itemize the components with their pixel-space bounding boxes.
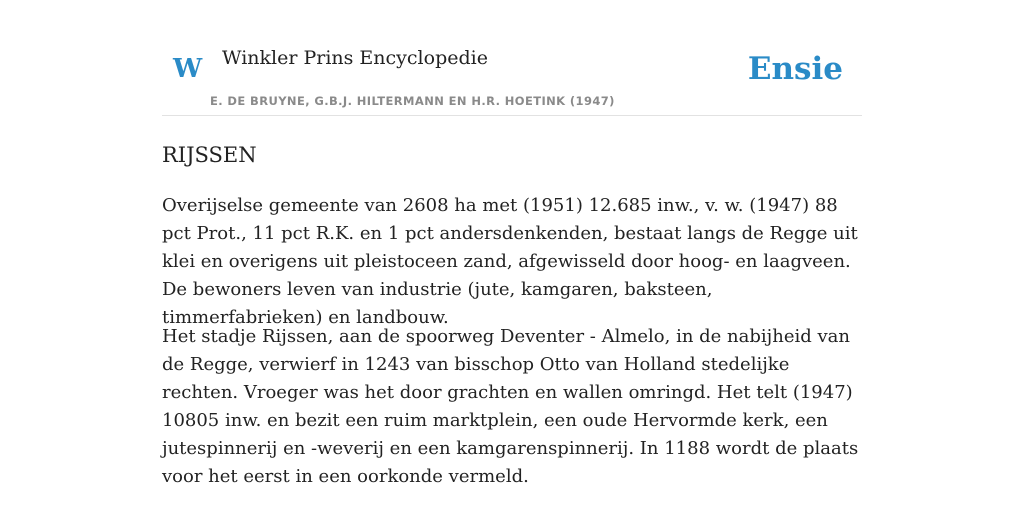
article-paragraph: Overijselse gemeente van 2608 ha met (1951) 12.685 inw., v. w. (1947) 88 pct Prot., 11 pct R.K. en 1 pct andersdenkenden, bestaat langs de Regge uit klei en overigens uit pleistoceen zand, afgewisseld door hoog- en laagveen. De bewoners leven van industrie (jute, kamgaren, baksteen, timmerfabrieken) en landbouw.	[162, 195, 858, 328]
source-authors: E. DE BRUYNE, G.B.J. HILTERMANN EN H.R. HOETINK (1947)	[210, 94, 615, 108]
source-header	[162, 0, 862, 116]
source-logo-icon[interactable]: W	[173, 54, 203, 84]
article-title: RIJSSEN	[162, 143, 257, 167]
source-title[interactable]: Winkler Prins Encyclopedie	[222, 47, 488, 69]
article-container	[162, 0, 862, 487]
ensie-logo[interactable]: Ensie	[747, 51, 843, 87]
article-paragraph: Het stadje Rijssen, aan de spoorweg Deventer - Almelo, in de nabijheid van de Regge, verwierf in 1243 van bisschop Otto van Holland stedelijke rechten. Vroeger was het door grachten en wallen omringd. Het telt (1947) 10805 inw. en bezit een ruim marktplein, een oude Hervormde kerk, een jutespinnerij en -weverij en een kamgarenspinnerij. In 1188 wordt de plaats voor het eerst in een oorkonde vermeld.	[162, 326, 859, 487]
